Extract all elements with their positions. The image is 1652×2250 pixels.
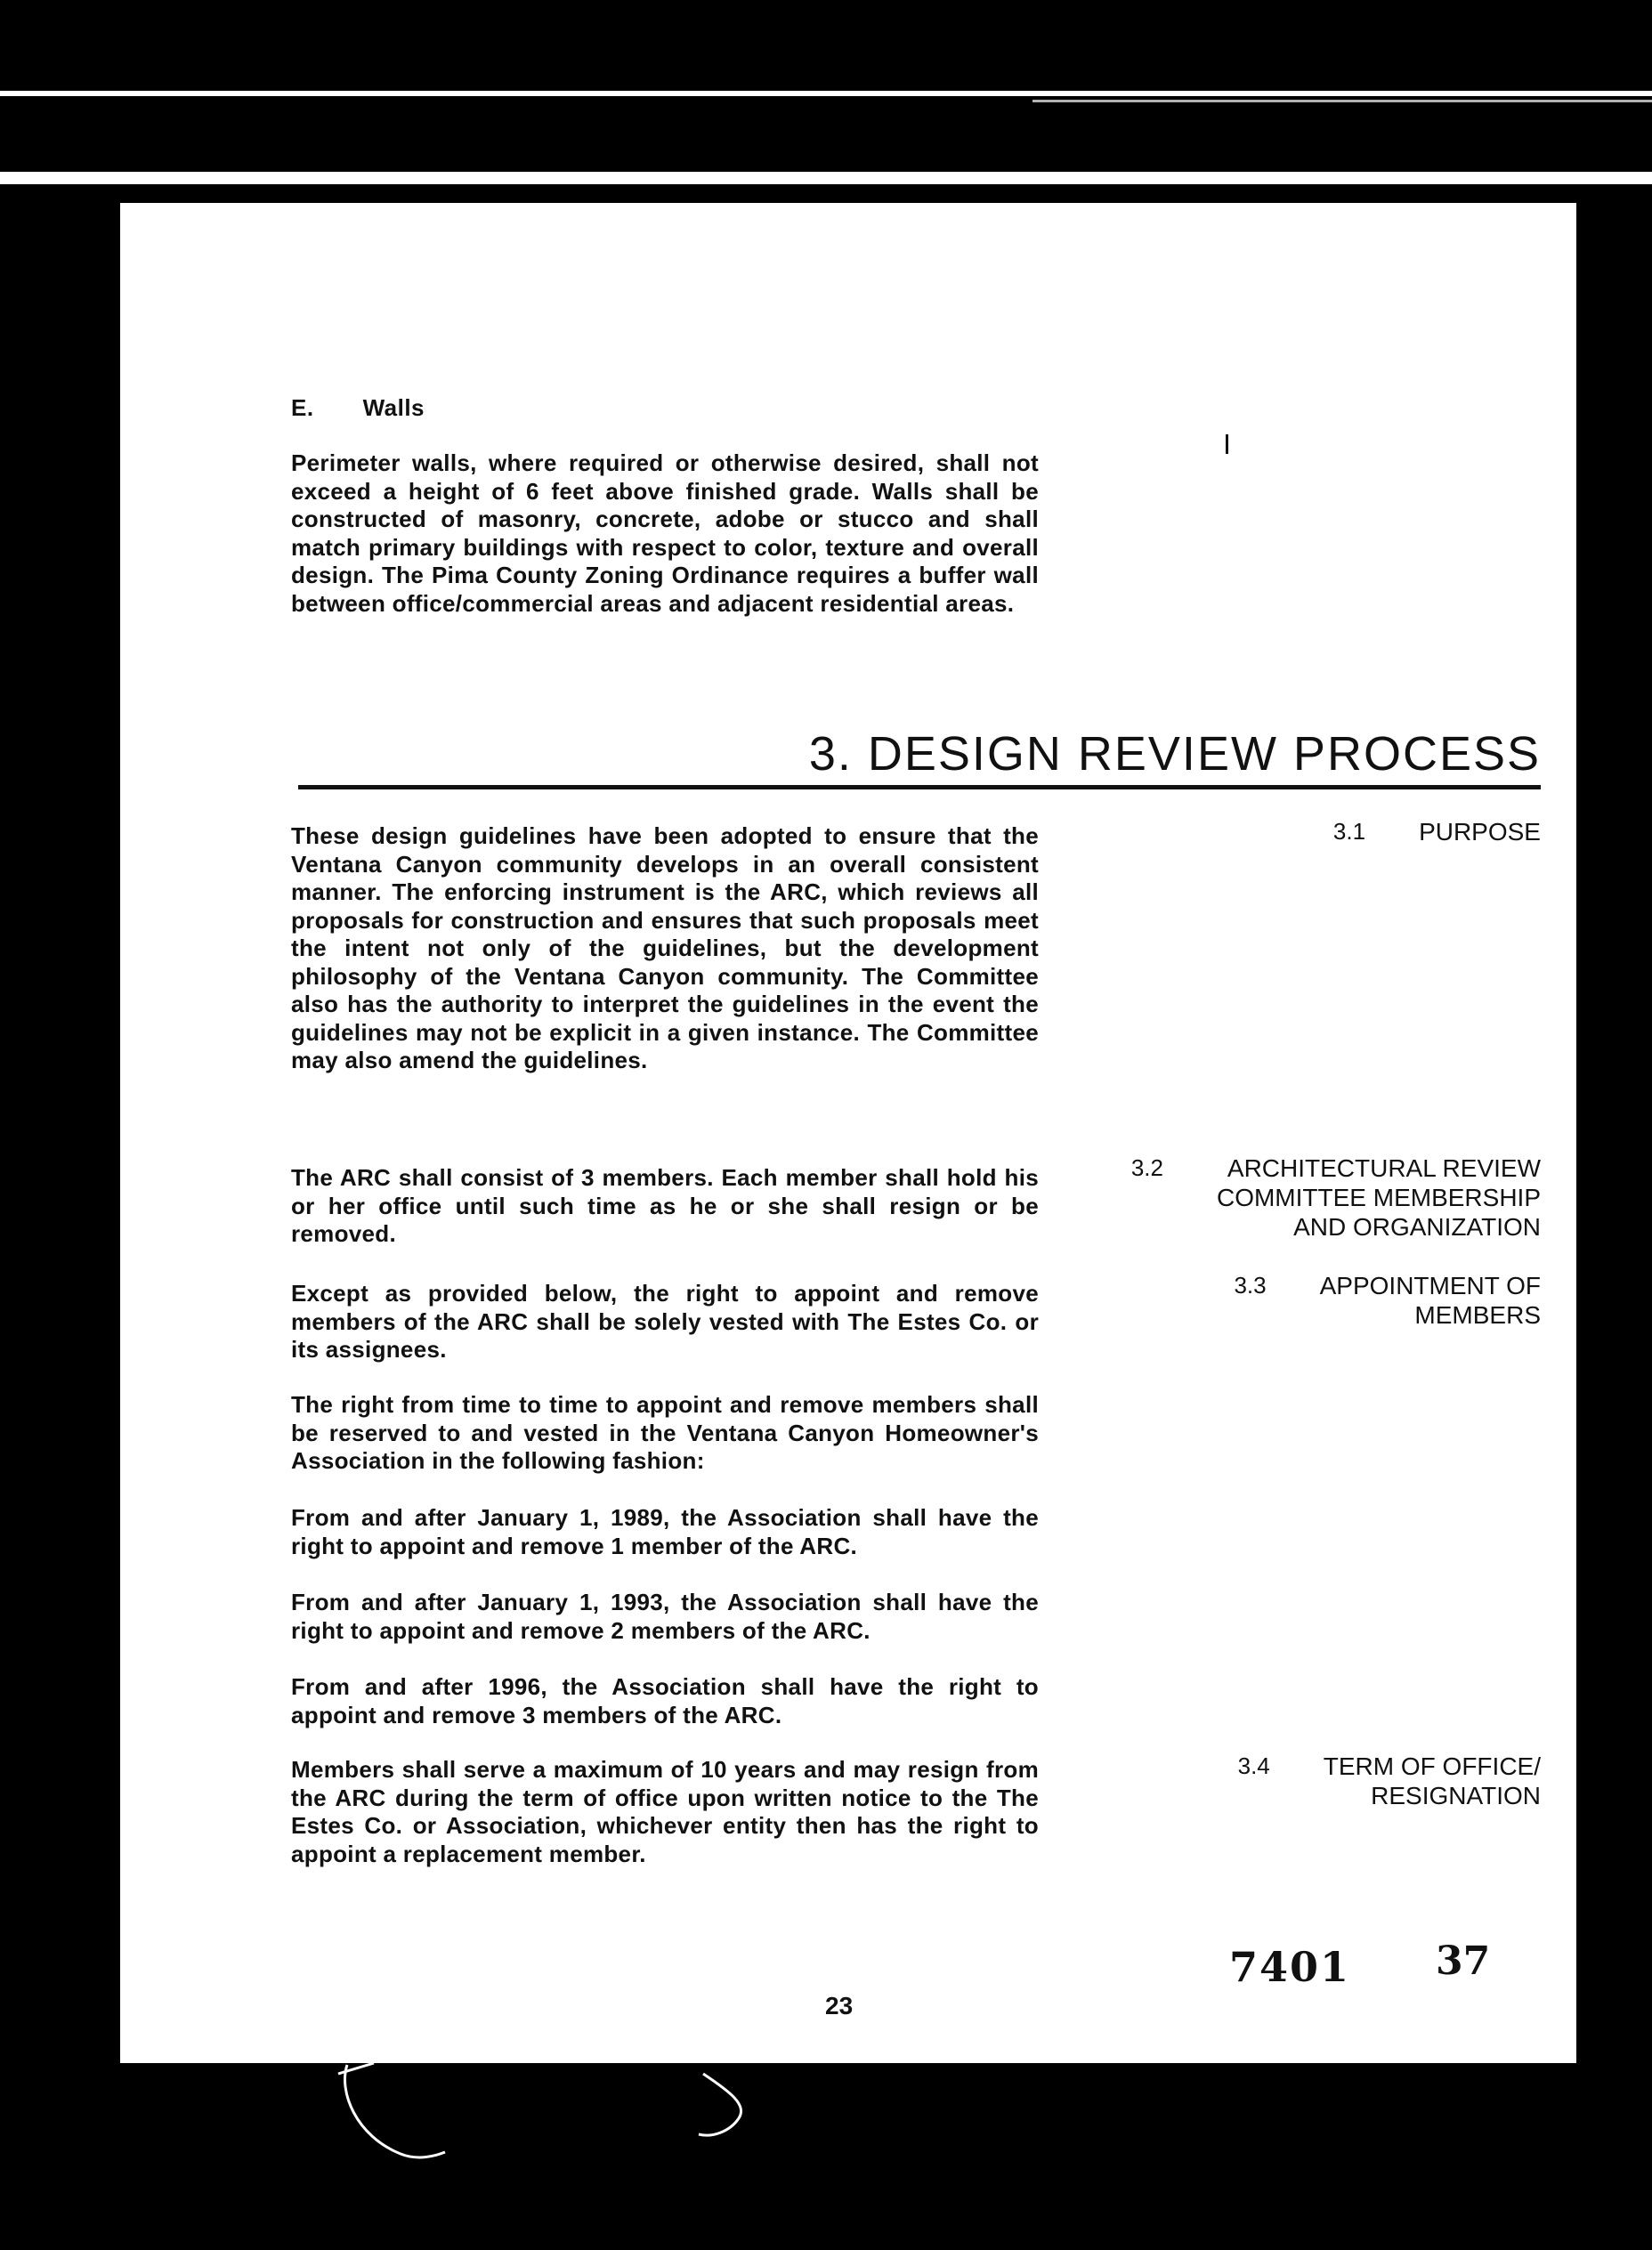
side-heading-number: 3.3 (1234, 1272, 1267, 1299)
side-heading-label (1324, 1752, 1541, 1810)
side-heading-label (1217, 1153, 1541, 1242)
scan-edge-line (1032, 100, 1652, 102)
walls-heading (291, 394, 425, 422)
appointment-paragraph: From and after January 1, 1993, the Association shall have the right to appoint and remove 2 members of the ARC. (291, 1589, 1039, 1644)
appointment-paragraph: From and after January 1, 1989, the Association shall have the right to appoint and remove 1 member of the ARC. (291, 1504, 1039, 1559)
appointment-paragraph: From and after 1996, the Association shall have the right to appoint and remove 3 members of the ARC. (291, 1673, 1039, 1728)
side-heading-line: APPOINTMENT OF (1319, 1272, 1541, 1299)
appointment-paragraph: Except as provided below, the right to appoint and remove members of the ARC shall be solely vested with The Estes Co. or its assignees. (291, 1280, 1039, 1363)
side-heading-3-2 (1069, 1153, 1541, 1242)
side-heading-line: RESIGNATION (1371, 1782, 1541, 1809)
appointment-paragraph: The right from time to time to appoint and remove members shall be reserved to and vested in the Ventana Canyon Homeowner's Association in the following fashion: (291, 1391, 1039, 1474)
scan-mark (1226, 434, 1228, 454)
page-number: 23 (825, 1992, 854, 2019)
walls-paragraph: Perimeter walls, where required or otherwise desired, shall not exceed a height of 6 feet above finished grade. Walls shall be constructed of masonry, concrete, adobe or stucco and shall match primary buildings with respect to color, texture and overall design. The Pima County Zoning Ordinance requires a buffer wall between office/commercial areas and adjacent residential areas. (291, 449, 1039, 617)
side-heading-number: 3.4 (1237, 1752, 1270, 1779)
document-number: 7401 (1229, 1943, 1351, 1991)
section-title: 3. DESIGN REVIEW PROCESS (808, 727, 1541, 781)
walls-title: Walls (362, 394, 425, 421)
side-heading-number: 3.1 (1332, 818, 1366, 845)
side-heading-line: ARCHITECTURAL REVIEW (1227, 1154, 1541, 1182)
document-page-number: 37 (1436, 1938, 1491, 1984)
side-heading-number: 3.2 (1130, 1154, 1163, 1181)
side-heading-line: AND ORGANIZATION (1293, 1213, 1541, 1241)
term-paragraph: Members shall serve a maximum of 10 years and may resign from the ARC during the term of office upon written notice to the The Estes Co. or Association, whichever entity then has the right to appoint a replacement member. (291, 1756, 1039, 1867)
side-heading-label: PURPOSE (1419, 818, 1541, 846)
side-heading-3-1 (1113, 817, 1541, 846)
purpose-paragraph: These design guidelines have been adopted to ensure that the Ventana Canyon community develops in an overall consistent manner. The enforcing instrument is the ARC, which reviews all proposals for construction and ensures that such proposals meet the intent not only of the guidelines, but the development philosophy of the Ventana Canyon community. The Committee also has the authority to interpret the guidelines in the event the guidelines may not be explicit in a given instance. The Committee may also amend the guidelines. (291, 822, 1039, 1073)
walls-letter: E. (291, 394, 314, 421)
membership-paragraph: The ARC shall consist of 3 members. Each member shall hold his or her office until such time as he or she shall resign or be removed. (291, 1164, 1039, 1247)
side-heading-line: TERM OF OFFICE/ (1323, 1752, 1541, 1780)
side-heading-3-3 (1113, 1271, 1541, 1330)
handwritten-marks (320, 2056, 783, 2198)
side-heading-line: COMMITTEE MEMBERSHIP (1216, 1184, 1541, 1211)
scan-edge-line (0, 91, 1652, 96)
side-heading-3-4 (1113, 1752, 1541, 1810)
section-divider (298, 785, 1541, 789)
document-page (120, 203, 1576, 2063)
side-heading-line: MEMBERS (1414, 1301, 1541, 1329)
side-heading-label (1320, 1271, 1541, 1330)
scan-edge-line (0, 172, 1652, 184)
